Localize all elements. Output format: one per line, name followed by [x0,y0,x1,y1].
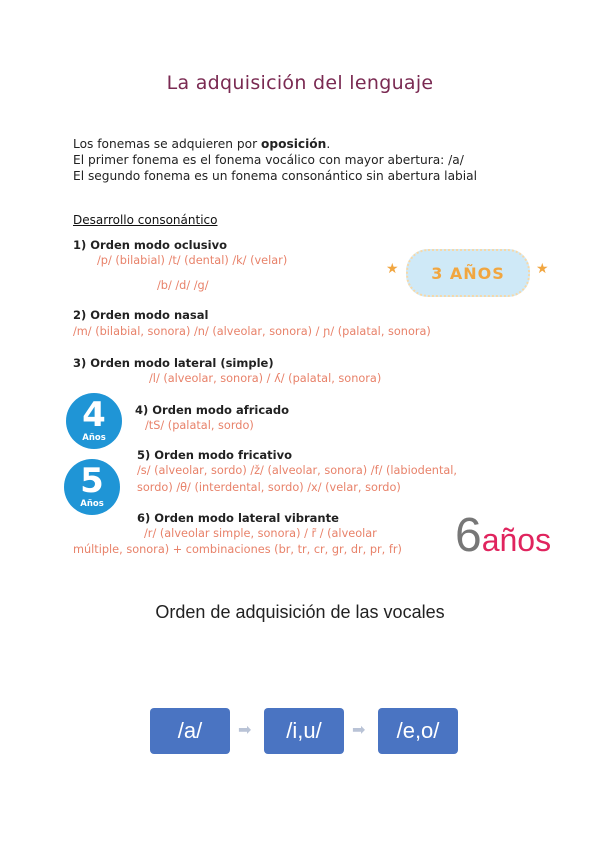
group-6-heading: 6) Orden modo lateral vibrante [137,511,339,525]
age-3-cloud [384,247,556,297]
group-6-phonemes-2: múltiple, sonora) + combinaciones (br, tr, cr, gr, dr, pr, fr) [73,543,402,556]
vowel-step-2: /i,u/ [264,708,344,754]
group-1-phonemes: /p/ (bilabial) /t/ (dental) /k/ (velar) [97,254,288,267]
page-title: La adquisición del lenguaje [166,72,434,94]
group-1-phonemes-voiced: /b/ /d/ /g/ [157,279,209,292]
group-5-heading: 5) Orden modo fricativo [137,448,292,462]
group-4-phonemes: /tS/ (palatal, sordo) [145,419,254,432]
intro-bold-word: oposición [260,137,327,151]
intro-line-3: El segundo fonema es un fonema consonántico sin abertura labial [73,169,478,183]
arrow-right-icon: ➡ [352,720,366,739]
intro-line-2: El primer fonema es el fonema vocálico con mayor abertura: /a/ [73,153,464,167]
age-3-label: 3 AÑOS [406,249,530,297]
group-2-phonemes: /m/ (bilabial, sonora) /n/ (alveolar, sonora) / ɲ/ (palatal, sonora) [73,325,431,338]
group-1-heading: 1) Orden modo oclusivo [73,238,227,252]
arrow-right-icon: ➡ [238,720,252,739]
intro-line-1-text: Los fonemas se adquieren por [73,137,261,151]
age-4-badge [66,393,122,449]
age-5-badge [64,459,120,515]
group-3-heading: 3) Orden modo lateral (simple) [73,356,274,370]
group-5-phonemes-1: /s/ (alveolar, sordo) /ž/ (alveolar, sonora) /f/ (labiodental, [137,464,458,477]
age-5-number: 5 [80,461,104,501]
star-icon-right: ★ [536,261,549,277]
star-icon-left: ★ [386,261,399,277]
group-6-phonemes-1: /r/ (alveolar simple, sonora) / r̃ / (alveolar [144,527,377,540]
intro-line-1-end: . [326,137,331,151]
group-4-heading: 4) Orden modo africado [135,403,290,417]
age-6-word: años [481,522,552,558]
section-heading: Desarrollo consonántico [73,213,218,227]
vowels-title: Orden de adquisición de las vocales [155,602,445,622]
group-5-phonemes-2: sordo) /θ/ (interdental, sordo) /x/ (velar, sordo) [137,481,401,494]
age-5-label: Años [80,499,104,509]
group-3-phonemes: /l/ (alveolar, sonora) / ʎ/ (palatal, sonora) [149,372,382,385]
group-2-heading: 2) Orden modo nasal [73,308,209,322]
age-6-label [455,508,551,563]
age-4-label: Años [82,433,106,443]
vowel-step-3: /e,o/ [378,708,458,754]
vowel-step-1: /a/ [150,708,230,754]
intro-paragraph [73,136,477,184]
intro-line-1 [73,136,477,152]
age-4-number: 4 [82,395,106,435]
age-6-digit: 6 [455,509,482,562]
